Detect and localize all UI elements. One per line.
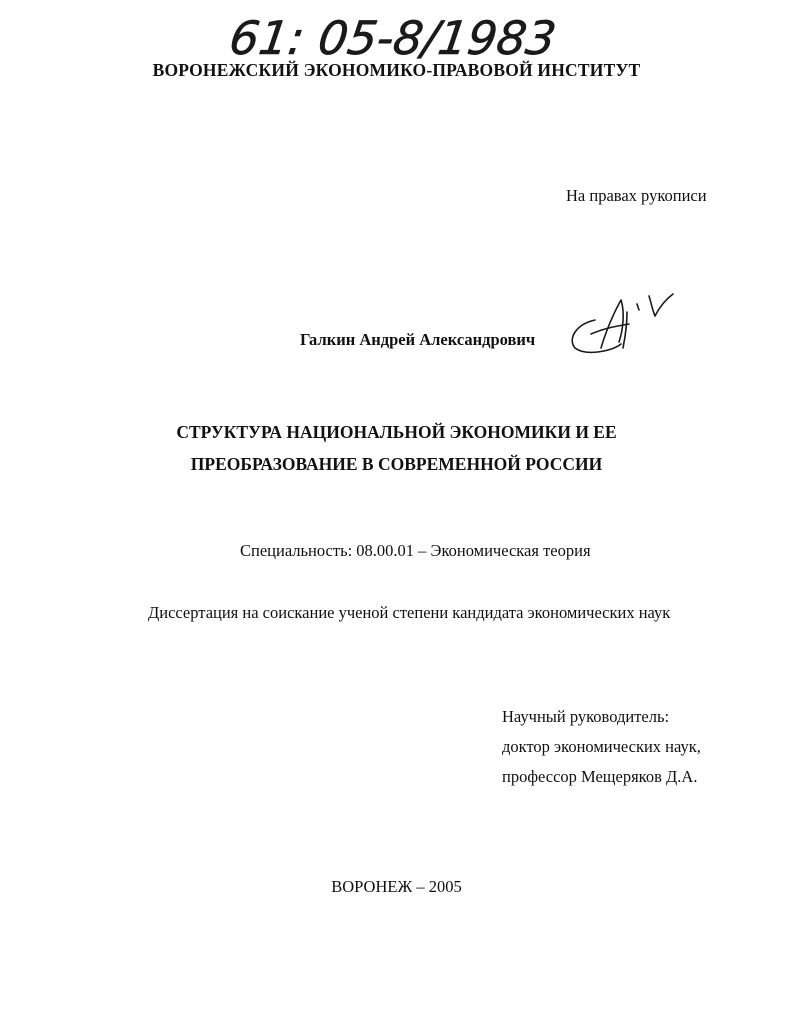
- dissertation-title: [0, 416, 793, 480]
- signature-image: [565, 282, 685, 362]
- rights-note: На правах рукописи: [566, 186, 707, 205]
- city-year: ВОРОНЕЖ – 2005: [331, 877, 462, 896]
- supervisor-role: Научный руководитель:: [502, 707, 670, 726]
- supervisor-name: профессор Мещеряков Д.А.: [502, 767, 698, 786]
- supervisor-block: [502, 702, 701, 792]
- title-line-1: СТРУКТУРА НАЦИОНАЛЬНОЙ ЭКОНОМИКИ И ЕЕ: [176, 422, 617, 442]
- institute-name: ВОРОНЕЖСКИЙ ЭКОНОМИКО-ПРАВОВОЙ ИНСТИТУТ: [152, 60, 641, 80]
- degree-statement: Диссертация на соискание ученой степени кандидата экономических наук: [148, 603, 671, 622]
- handwritten-number-text: 61: 05-8/1983: [226, 11, 560, 65]
- title-line-2: ПРЕОБРАЗОВАНИЕ В СОВРЕМЕННОЙ РОССИИ: [190, 454, 603, 474]
- specialty: Специальность: 08.00.01 – Экономическая теория: [240, 541, 591, 560]
- author-name: Галкин Андрей Александрович: [300, 330, 536, 349]
- supervisor-degree: доктор экономических наук,: [502, 737, 701, 756]
